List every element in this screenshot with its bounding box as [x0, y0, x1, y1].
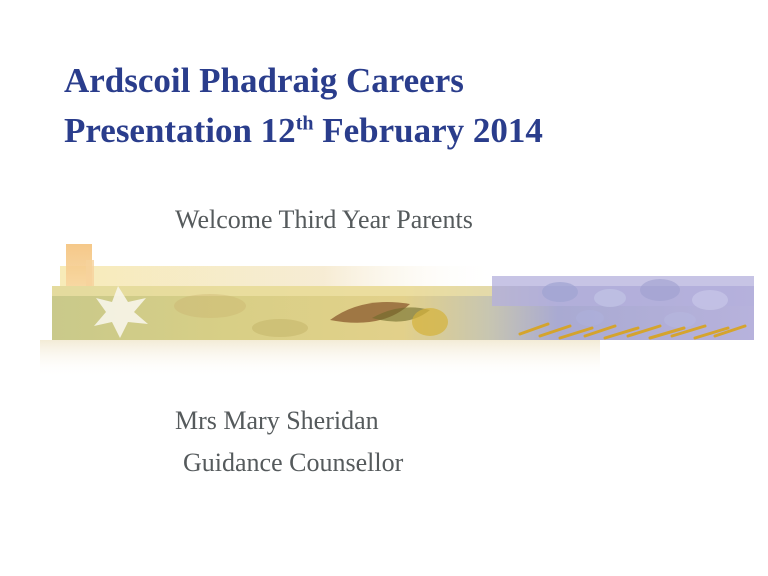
title-line-1: Ardscoil Phadraig Careers: [64, 61, 464, 100]
presenter-block: [175, 400, 403, 484]
slide-title: [64, 56, 724, 156]
slide-subtitle: Welcome Third Year Parents: [175, 205, 473, 234]
autumn-leaves-banner-image: [0, 240, 768, 380]
title-line-2-suffix: February 2014: [313, 111, 543, 150]
presenter-role: Guidance Counsellor: [183, 448, 404, 477]
title-superscript: th: [295, 112, 314, 135]
title-line-2-prefix: Presentation 12: [64, 111, 296, 150]
presenter-name: Mrs Mary Sheridan: [175, 406, 379, 435]
